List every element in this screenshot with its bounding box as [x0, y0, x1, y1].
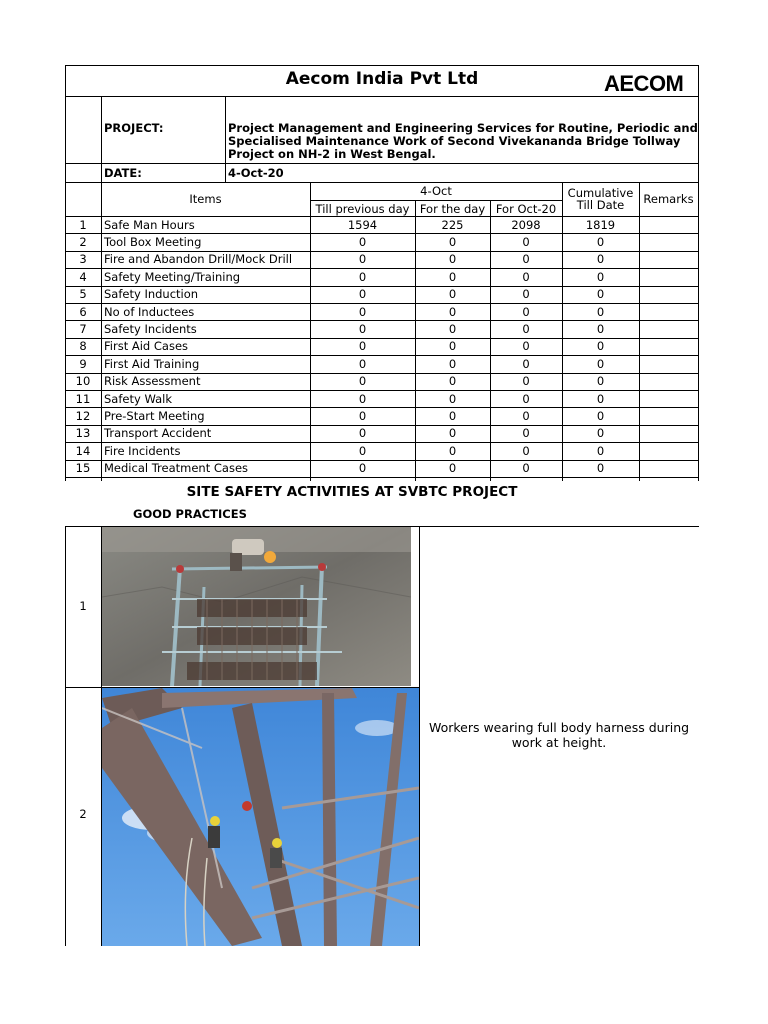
project-line-2: Specialised Maintenance Work of Second Vivekananda Bridge Tollway: [228, 134, 681, 148]
cell-item: No of Inductees: [104, 304, 195, 319]
cell-item: Safety Induction: [104, 287, 199, 302]
cell-cum: 0: [596, 391, 605, 406]
cell-prev: 0: [358, 426, 367, 441]
cell-day: 0: [448, 356, 457, 371]
date-value: 4-Oct-20: [228, 166, 284, 180]
cell-prev: 0: [358, 408, 367, 423]
cell-prev: 0: [358, 443, 367, 458]
activity-number-2: 2: [79, 807, 87, 821]
cell-item: Fire Incidents: [104, 443, 181, 458]
cell-no: 3: [79, 252, 87, 267]
cell-month: 0: [522, 391, 530, 406]
cell-cum: 0: [596, 252, 605, 267]
cell-month: 0: [522, 321, 530, 336]
cell-day: 0: [448, 339, 457, 354]
cell-prev: 0: [358, 356, 367, 371]
cell-item: First Aid Training: [104, 356, 200, 371]
cell-item: Pre-Start Meeting: [104, 408, 205, 423]
cell-prev: 0: [358, 252, 367, 267]
cell-prev: 0: [358, 269, 367, 284]
cell-month: 0: [522, 269, 530, 284]
cell-month: 0: [522, 443, 530, 458]
scaffolding-photo: [102, 527, 411, 686]
company-name: Aecom India Pvt Ltd: [285, 69, 479, 89]
activities-subtitle: GOOD PRACTICES: [133, 507, 247, 521]
cell-prev: 0: [358, 321, 367, 336]
row-divider: [65, 390, 699, 391]
cell-item: Medical Treatment Cases: [104, 461, 249, 476]
cell-prev: 0: [358, 304, 367, 319]
cell-month: 0: [522, 374, 530, 389]
cell-no: 1: [79, 217, 87, 232]
cell-day: 0: [448, 374, 457, 389]
cell-prev: 0: [358, 461, 367, 476]
cell-item: First Aid Cases: [104, 339, 189, 354]
cell-month: 0: [522, 356, 530, 371]
col-till-previous-day: Till previous day: [315, 202, 410, 216]
project-label: PROJECT:: [104, 121, 164, 135]
cell-prev: 0: [358, 374, 367, 389]
cell-no: 4: [79, 269, 87, 284]
cell-cum: 0: [596, 321, 605, 336]
cell-day: 225: [441, 217, 464, 232]
cell-day: 0: [448, 252, 457, 267]
cell-month: 2098: [511, 217, 541, 232]
col-for-the-day: For the day: [419, 202, 486, 216]
cell-cum: 0: [596, 426, 605, 441]
project-line-3: Project on NH-2 in West Bengal.: [228, 147, 436, 161]
cell-day: 0: [448, 426, 457, 441]
cell-no: 7: [79, 321, 87, 336]
cell-day: 0: [448, 234, 457, 249]
aecom-logo: AECOM: [604, 71, 684, 96]
cell-day: 0: [448, 269, 457, 284]
cell-month: 0: [522, 339, 530, 354]
cell-item: Fire and Abandon Drill/Mock Drill: [104, 252, 293, 267]
cell-item: Risk Assessment: [104, 374, 201, 389]
cell-cum: 0: [596, 269, 605, 284]
caption-line-1: Workers wearing full body harness during: [428, 720, 690, 735]
cell-no: 15: [75, 461, 91, 476]
cell-no: 11: [75, 391, 91, 406]
cell-no: 9: [79, 356, 87, 371]
cell-month: 0: [522, 234, 530, 249]
cell-day: 0: [448, 287, 457, 302]
cell-item: Tool Box Meeting: [104, 234, 202, 249]
cell-no: 10: [75, 374, 91, 389]
cell-month: 0: [522, 252, 530, 267]
cell-cum: 0: [596, 356, 605, 371]
cell-no: 12: [75, 408, 91, 423]
cell-no: 13: [75, 426, 91, 441]
cell-cum: 0: [596, 461, 605, 476]
cell-prev: 1594: [347, 217, 378, 232]
cell-cum: 0: [596, 339, 605, 354]
cell-cum: 0: [596, 443, 605, 458]
date-label: DATE:: [104, 166, 142, 180]
cell-item: Transport Accident: [104, 426, 212, 441]
cell-cum: 0: [596, 374, 605, 389]
cell-cum: 1819: [585, 217, 616, 232]
cell-day: 0: [448, 304, 457, 319]
cell-prev: 0: [358, 234, 367, 249]
col-cumulative-line2: Till Date: [576, 198, 625, 212]
cell-month: 0: [522, 461, 530, 476]
cell-no: 6: [79, 304, 87, 319]
cell-no: 8: [79, 339, 87, 354]
cell-month: 0: [522, 408, 530, 423]
cell-cum: 0: [596, 234, 605, 249]
cell-item: Safety Walk: [104, 391, 172, 406]
cell-no: 2: [79, 234, 87, 249]
cell-prev: 0: [358, 287, 367, 302]
activity-number-1: 1: [79, 599, 87, 613]
cell-prev: 0: [358, 339, 367, 354]
activity-caption-2: [420, 720, 698, 750]
cell-no: 14: [75, 443, 91, 458]
cell-day: 0: [448, 391, 457, 406]
cell-no: 5: [79, 287, 87, 302]
cell-cum: 0: [596, 408, 605, 423]
cell-month: 0: [522, 304, 530, 319]
col-for-month: For Oct-20: [495, 202, 557, 216]
cell-cum: 0: [596, 304, 605, 319]
cell-month: 0: [522, 287, 530, 302]
row-divider: [65, 477, 699, 478]
cell-month: 0: [522, 426, 530, 441]
project-line-1: Project Management and Engineering Services for Routine, Periodic and: [228, 121, 698, 135]
cell-prev: 0: [358, 391, 367, 406]
cell-cum: 0: [596, 287, 605, 302]
items-header: Items: [189, 192, 222, 206]
harness-work-photo: [102, 688, 419, 946]
cell-day: 0: [448, 408, 457, 423]
row-divider: [65, 303, 699, 304]
cell-item: Safe Man Hours: [104, 217, 195, 232]
caption-line-2: work at height.: [511, 735, 607, 750]
cell-item: Safety Meeting/Training: [104, 269, 241, 284]
cell-day: 0: [448, 443, 457, 458]
cell-day: 0: [448, 321, 457, 336]
col-cumulative-line1: Cumulative: [567, 186, 634, 200]
date-group-header: 4-Oct: [420, 184, 452, 198]
col-remarks: Remarks: [643, 192, 694, 206]
cell-item: Safety Incidents: [104, 321, 197, 336]
cell-day: 0: [448, 461, 457, 476]
activities-title: SITE SAFETY ACTIVITIES AT SVBTC PROJECT: [186, 484, 518, 500]
